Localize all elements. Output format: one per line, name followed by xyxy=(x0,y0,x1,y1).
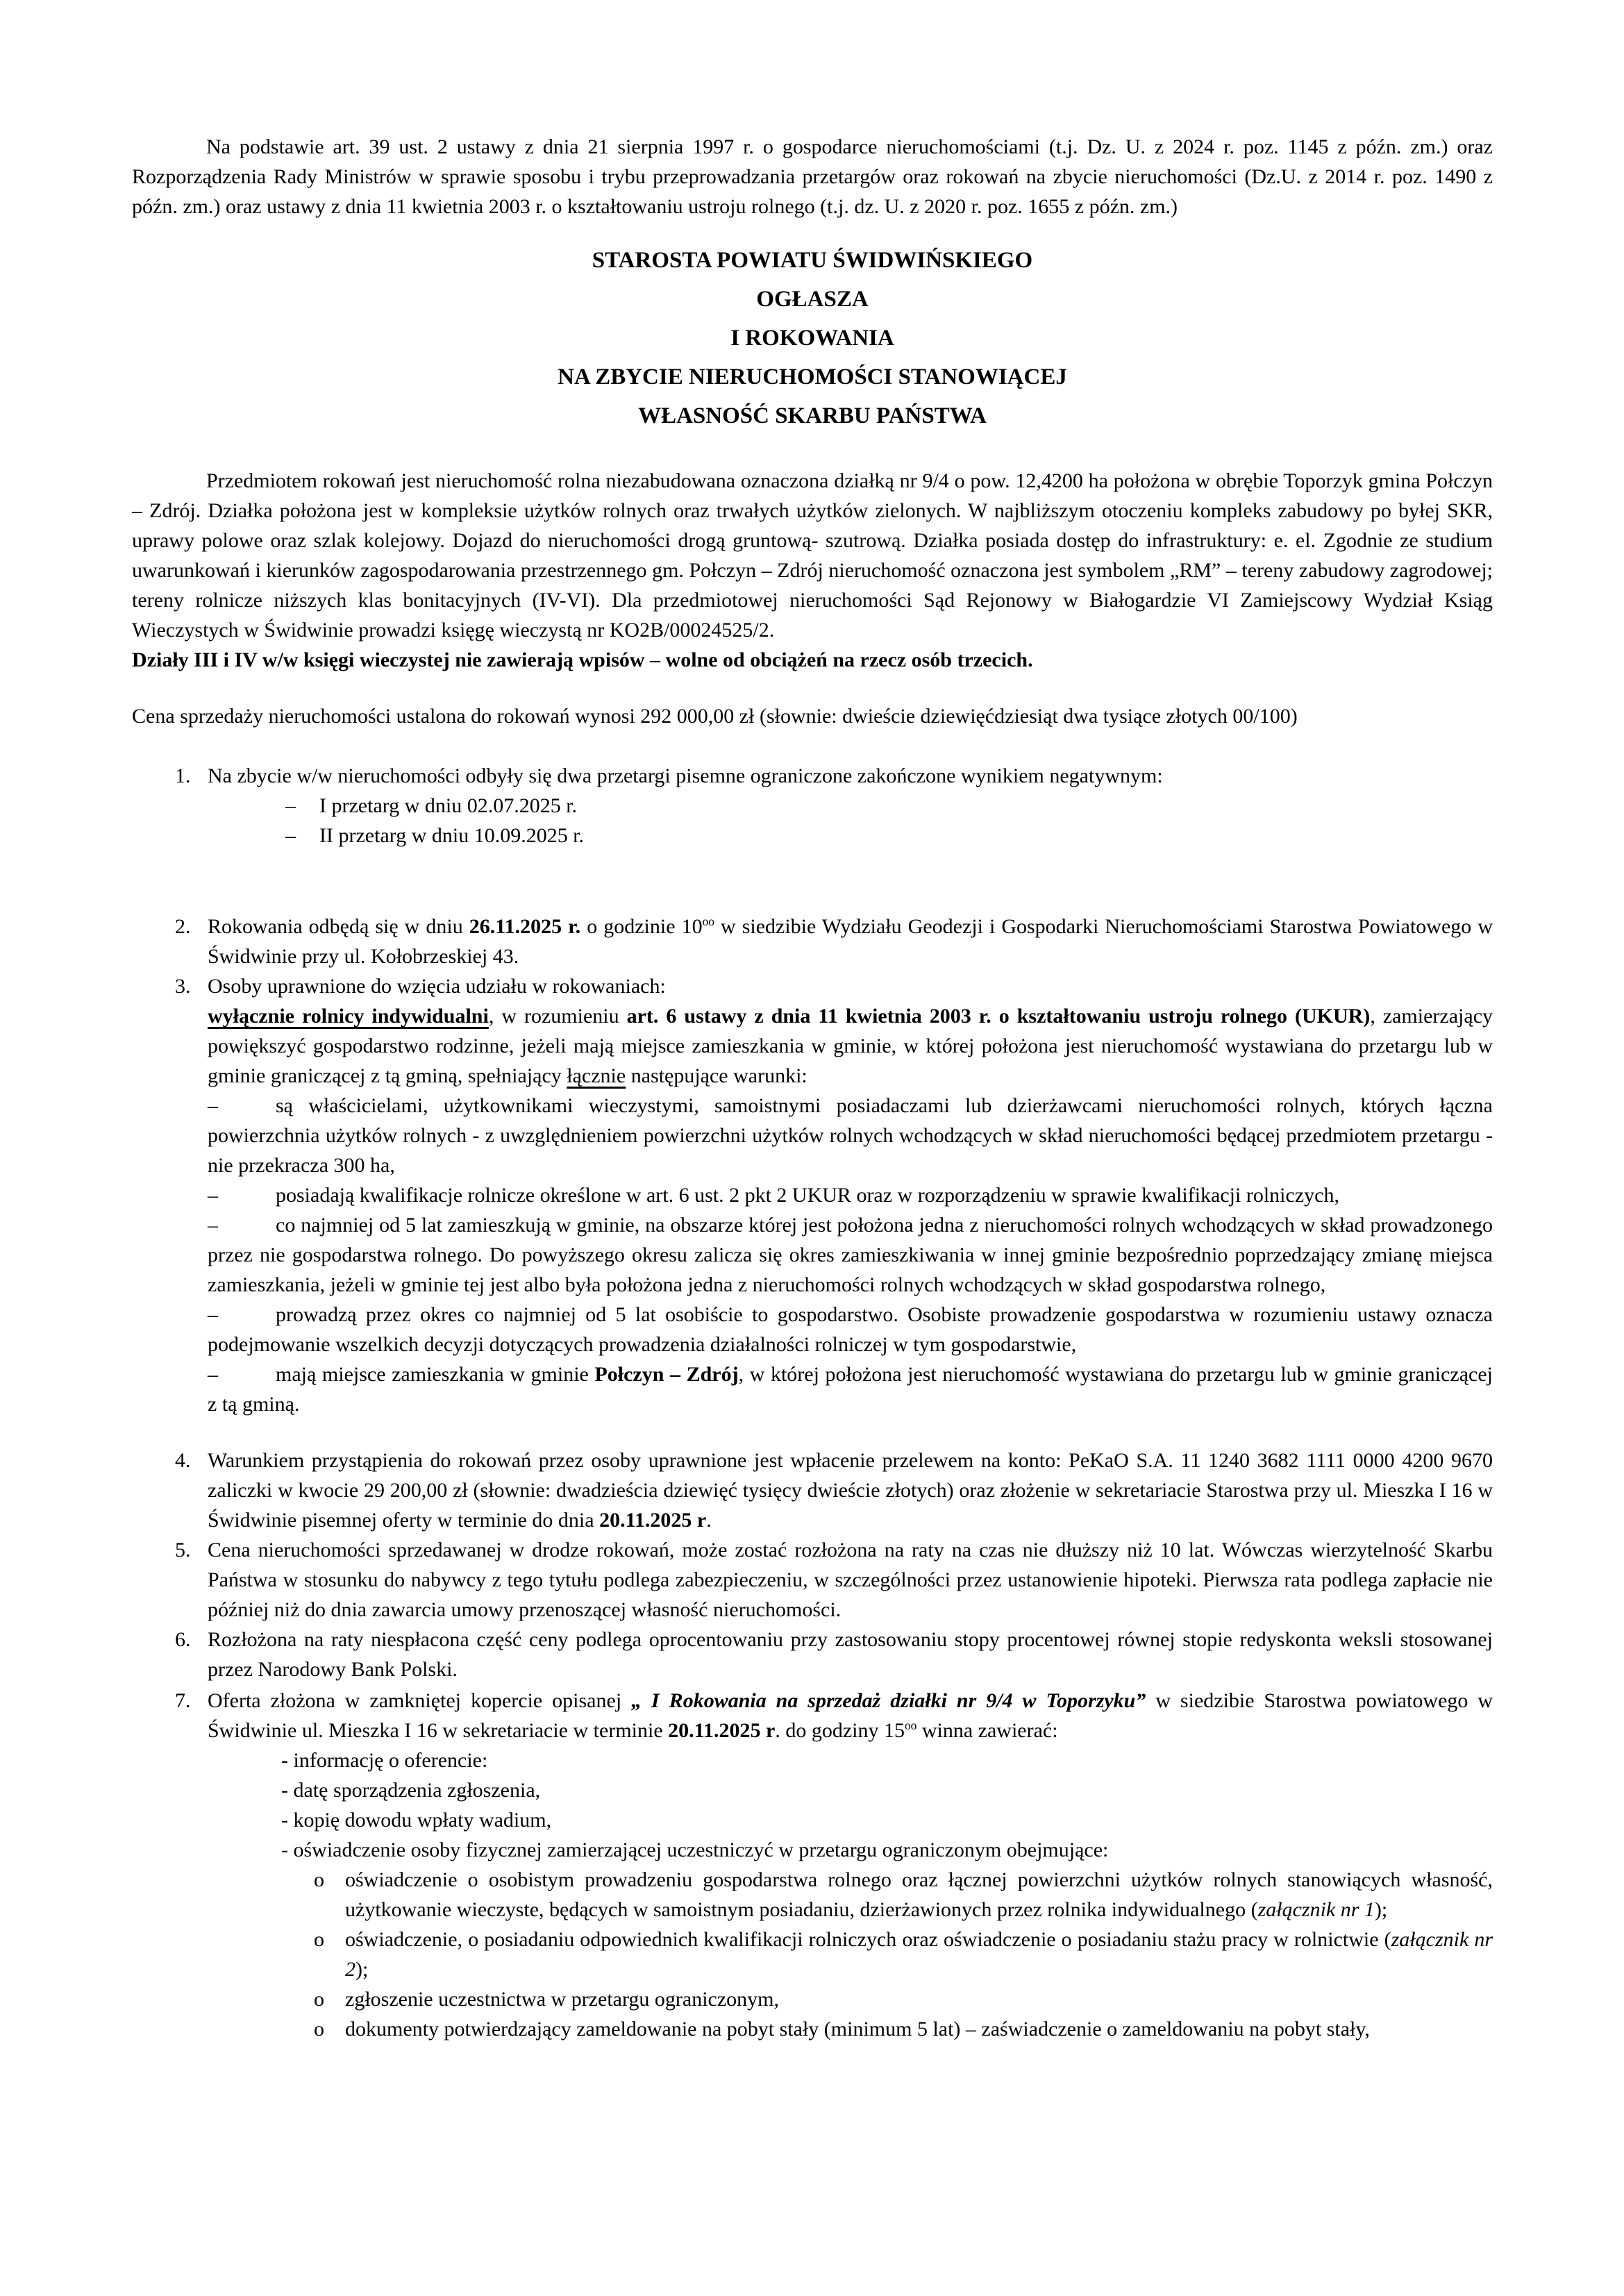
encumbrance-note xyxy=(132,645,1493,675)
attachment-1-reference: załącznik nr 1 xyxy=(1257,1898,1375,1921)
offer-sub-bullet-1-post: ); xyxy=(1374,1898,1388,1921)
heading-line-announces: OGŁASZA xyxy=(756,287,869,312)
list-item-2-mid: o godzinie 10 xyxy=(580,915,703,938)
list-item-5-text: Cena nieruchomości sprzedawanej w drodze rokowań, może zostać rozłożona na raty na czas nie dłuższy niż 10 lat. Wówczas wierzytelność Skarbu Państwa w stosunku do nabywcy z tego tytułu podlega zabezpieczeniu, w szczególności przez ustanowienie hipoteki. Pierwsza rata podlega zapłacie nie później niż do dnia zawarcia umowy przenoszącej własność nieruchomości. xyxy=(208,1539,1493,1621)
list-item-2-post: w siedzibie Wydziału Geodezji i Gospodarki Nieruchomościami Starostwa Powiatowego w Świdwinie przy ul. Kołobrzeskiej 43. xyxy=(208,915,1493,968)
list-item-7-mid: w siedzibie Starostwa powiatowego w Świdwinie ul. Mieszka I 16 w sekretariacie w terminie xyxy=(208,1689,1493,1742)
condition-3-text: co najmniej od 5 lat zamieszkują w gminie, na obszarze której jest położona jedna z nieruchomości rolnych wchodzących w skład prowadzonego przez nie gospodarstwa rolnego. Do powyższego okresu zalicza się okres zamieszkiwania w innej gminie bezpośrednio poprzedzający zmianę miejsca zamieszkania, jeżeli w gminie tej jest albo była położona jedna z nieruchomości rolnych wchodzących w skład gospodarstwa rolnego, xyxy=(208,1214,1493,1296)
eligibility-s2: , zamierzający powiększyć gospodarstwo rodzinne, jeżeli mają miejsce zamieszkania w gminie, w której położona jest nieruchomość wystawiana do przetargu lub w gminie graniczącej z tą gminą, spełniający xyxy=(208,1005,1493,1087)
offer-sub-bullet-3-text: zgłoszenie uczestnictwa w przetargu ograniczonym, xyxy=(345,1988,780,2011)
offer-sub-bullet-4-text: dokumenty potwierdzający zameldowanie na pobyt stały (minimum 5 lat) – zaświadczenie o zameldowaniu na pobyt stały, xyxy=(345,2018,1370,2041)
o-bullet-marker: o xyxy=(314,1868,324,1891)
dash-marker: – xyxy=(285,794,296,817)
negotiation-date: 26.11.2025 r. xyxy=(469,915,581,938)
dash-marker: – xyxy=(208,1303,218,1326)
list-item-4-marker: 4. xyxy=(175,1449,191,1472)
list-item-5-marker: 5. xyxy=(175,1539,191,1561)
offer-sub-bullet-3 xyxy=(314,1984,1493,2014)
list-item-7-pre: Oferta złożona w zamkniętej kopercie opisanej xyxy=(208,1689,632,1712)
list-item-5 xyxy=(132,1535,1493,1625)
encumbrance-text: Działy III i IV w/w księgi wieczystej nie zawierają wpisów – wolne od obciążeń na rzecz osób trzecich. xyxy=(132,648,1033,671)
subject-text: Przedmiotem rokowań jest nieruchomość rolna niezabudowana oznaczona działką nr 9/4 o pow. 12,4200 ha położona w obrębie Toporzyk gmina Połczyn – Zdrój. Działka położona jest w kompleksie użytków rolnych oraz trwałych użytków zielonych. W najbliższym otoczeniu kompleks zabudowy po byłej SKR, uprawy polowe oraz szlak kolejowy. Dojazd do nieruchomości drogą gruntową- szutrową. Działka posiada dostęp do infrastruktury: e. el. Zgodnie ze studium uwarunkowań i kierunków zagospodarowania przestrzennego gm. Połczyn – Zdrój nieruchomość oznaczona jest symbolem „RM” – tereny zabudowy zagrodowej; tereny rolnicze niższych klas bonitacyjnych (IV-VI). Dla przedmiotowej nieruchomości Sąd Rejonowy w Białogardzie VI Zamiejscowy Wydział Ksiąg Wieczystych w Świdwinie prowadzi księgę wieczystą nr KO2B/00024525/2. xyxy=(132,469,1493,642)
hour-superscript: oo xyxy=(702,914,714,928)
eligibility-paragraph xyxy=(208,1001,1493,1091)
list-item-6 xyxy=(132,1625,1493,1684)
condition-2-text: posiadają kwalifikacje rolnicze określone w art. 6 ust. 2 pkt 2 UKUR oraz w rozporządzeniu w sprawie kwalifikacji rolniczych, xyxy=(276,1184,1339,1207)
list-item-2-pre: Rokowania odbędą się w dniu xyxy=(208,915,469,938)
offer-sub-bullet-4 xyxy=(314,2014,1493,2044)
list-item-6-text: Rozłożona na raty niespłacona część ceny podlega oprocentowaniu przy zastosowaniu stopy procentowej równej stopie redyskonta weksli stosowanej przez Narodowy Bank Polski. xyxy=(208,1628,1493,1681)
offer-dash-line-4: - oświadczenie osoby fizycznej zamierzającej uczestniczyć w przetargu ograniczonym obejmujące: xyxy=(281,1838,1109,1861)
list-item-4-pre: Warunkiem przystąpienia do rokowań przez osoby uprawnione jest wpłacenie przelewem na konto: PeKaO S.A. 11 1240 3682 1111 0000 4200 9670 zaliczki w kwocie 29 200,00 zł (słownie: dwadzieścia dziewięć tysięcy dwieście złotych) oraz złożenie w sekretariacie Starostwa przy ul. Mieszka I 16 w Świdwinie pisemnej oferty w terminie do dnia xyxy=(208,1449,1493,1532)
list-item-2 xyxy=(132,912,1493,971)
list-item-1-lead: Na zbycie w/w nieruchomości odbyły się dwa przetargi pisemne ograniczone zakończone wynikiem negatywnym: xyxy=(208,764,1163,787)
list-item-7-marker: 7. xyxy=(175,1689,191,1712)
list-item-6-marker: 6. xyxy=(175,1628,191,1651)
eligibility-underline: łącznie xyxy=(567,1064,626,1087)
condition-dash-item-2 xyxy=(208,1180,1493,1210)
list-item-4 xyxy=(132,1446,1493,1535)
eligibility-bold-underline: wyłącznie rolnicy indywidualni xyxy=(208,1005,489,1028)
dash-marker: – xyxy=(208,1214,218,1237)
condition-5-post: , w której położona jest nieruchomość wystawiana do przetargu lub w gminie graniczącej z tą gminą. xyxy=(208,1363,1493,1416)
list-item-1 xyxy=(132,761,1493,850)
announcement-heading xyxy=(132,241,1493,435)
o-bullet-marker: o xyxy=(314,2018,324,2041)
eligibility-law-reference: art. 6 ustawy z dnia 11 kwietnia 2003 r. o kształtowaniu ustroju rolnego (UKUR) xyxy=(626,1005,1371,1028)
condition-1-text: są właścicielami, użytkownikami wieczystymi, samoistnymi posiadaczami lub dzierżawcami nieruchomości rolnych, których łączna powierzchnia użytków rolnych - z uwzględnieniem powierzchni użytków rolnych wchodzących w skład nieruchomości będącej przedmiotem przetargu - nie przekracza 300 ha, xyxy=(208,1094,1493,1177)
o-bullet-marker: o xyxy=(314,1988,324,2011)
condition-4-text: prowadzą przez okres co najmniej od 5 lat osobiście to gospodarstwo. Osobiste prowadzenie gospodarstwa w rozumieniu ustawy oznacza podejmowanie wszelkich decyzji dotyczących prowadzenia działalności rolniczej w tym gospodarstwie, xyxy=(208,1303,1493,1356)
offer-dash-line-3: - kopię dowodu wpłaty wadium, xyxy=(281,1809,552,1832)
heading-line-authority: STAROSTA POWIATU ŚWIDWIŃSKIEGO xyxy=(592,248,1033,273)
tender-sub-item-2-text: II przetarg w dniu 10.09.2025 r. xyxy=(319,824,585,847)
list-item-3-lead: Osoby uprawnione do wzięcia udziału w rokowaniach: xyxy=(208,975,666,998)
offer-deadline-date: 20.11.2025 r xyxy=(668,1719,776,1742)
attachment-2-reference: załącznik nr 2 xyxy=(345,1928,1493,1981)
list-item-1-marker: 1. xyxy=(175,764,191,787)
heading-line-disposal: NA ZBYCIE NIERUCHOMOŚCI STANOWIĄCEJ xyxy=(558,364,1067,389)
price-text: Cena sprzedaży nieruchomości ustalona do rokowań wynosi 292 000,00 zł (słownie: dwieście dziewięćdziesiąt dwa tysiące złotych 00/100) xyxy=(132,705,1298,728)
heading-line-negotiations: I ROKOWANIA xyxy=(730,326,894,351)
offer-sub-bullet-1 xyxy=(314,1865,1493,1925)
list-item-3-marker: 3. xyxy=(175,975,191,998)
offer-sub-bullet-2-pre: oświadczenie, o posiadaniu odpowiednich kwalifikacji rolniczych oraz oświadczenie o posiadaniu stażu pracy w rolnictwie ( xyxy=(345,1928,1391,1951)
list-item-2-marker: 2. xyxy=(175,915,191,938)
price-paragraph xyxy=(132,701,1493,731)
o-bullet-marker: o xyxy=(314,1928,324,1951)
condition-5-pre: mają miejsce zamieszkania w gminie xyxy=(276,1363,595,1386)
condition-dash-item-5 xyxy=(208,1359,1493,1419)
offer-dash-line-1: - informację o oferencie: xyxy=(281,1749,488,1772)
legal-basis-text: Na podstawie art. 39 ust. 2 ustawy z dnia 21 sierpnia 1997 r. o gospodarce nieruchomościami (t.j. Dz. U. z 2024 r. poz. 1145 z późn. zm.) oraz Rozporządzenia Rady Ministrów w sprawie sposobu i trybu przeprowadzania przetargów oraz rokowań na zbycie nieruchomości (Dz.U. z 2014 r. poz. 1490 z późn. zm.) oraz ustawy z dnia 11 kwietnia 2003 r. o kształtowaniu ustroju rolnego (t.j. dz. U. z 2020 r. poz. 1655 z późn. zm.) xyxy=(132,135,1493,218)
list-item-7 xyxy=(132,1686,1493,1865)
dash-marker: – xyxy=(208,1363,218,1386)
eligibility-s3: następujące warunki: xyxy=(626,1064,807,1087)
list-item-4-post: . xyxy=(706,1509,712,1532)
condition-5-commune: Połczyn – Zdrój xyxy=(594,1363,739,1386)
condition-dash-item-4 xyxy=(208,1300,1493,1359)
list-item-7-post: winna zawierać: xyxy=(916,1719,1058,1742)
list-item-7-mid2: . do godziny 15 xyxy=(775,1719,905,1742)
tender-sub-item-1-text: I przetarg w dniu 02.07.2025 r. xyxy=(319,794,578,817)
heading-line-treasury: WŁASNOŚĆ SKARBU PAŃSTWA xyxy=(638,403,987,428)
offer-sub-bullet-1-pre: oświadczenie o osobistym prowadzeniu gospodarstwa rolnego oraz łącznej powierzchni użytków rolnych stanowiących własność, użytkowanie wieczyste, będących w samoistnym posiadaniu, dzierżawionych przez rolnika indywidualnego ( xyxy=(345,1868,1493,1921)
condition-dash-item-1 xyxy=(208,1091,1493,1180)
condition-dash-item-3 xyxy=(208,1210,1493,1300)
subject-paragraph xyxy=(132,466,1493,645)
tender-sub-item-1 xyxy=(208,791,1493,821)
eligibility-s1: , w rozumieniu xyxy=(488,1005,627,1028)
legal-basis-paragraph xyxy=(132,132,1493,221)
offer-envelope-title: „ I Rokowania na sprzedaż działki nr 9/4 w Toporzyku” xyxy=(631,1689,1146,1712)
list-item-3 xyxy=(132,971,1493,1091)
tender-sub-item-2 xyxy=(208,821,1493,850)
offer-sub-bullet-2-post: ); xyxy=(355,1958,369,1981)
dash-marker: – xyxy=(208,1094,218,1117)
hour-superscript: oo xyxy=(904,1718,917,1732)
deposit-deadline-date: 20.11.2025 r xyxy=(599,1509,707,1532)
offer-sub-bullet-2 xyxy=(314,1925,1493,1984)
dash-marker: – xyxy=(208,1184,218,1207)
offer-dash-line-2: - datę sporządzenia zgłoszenia, xyxy=(281,1779,541,1802)
dash-marker: – xyxy=(285,824,296,847)
